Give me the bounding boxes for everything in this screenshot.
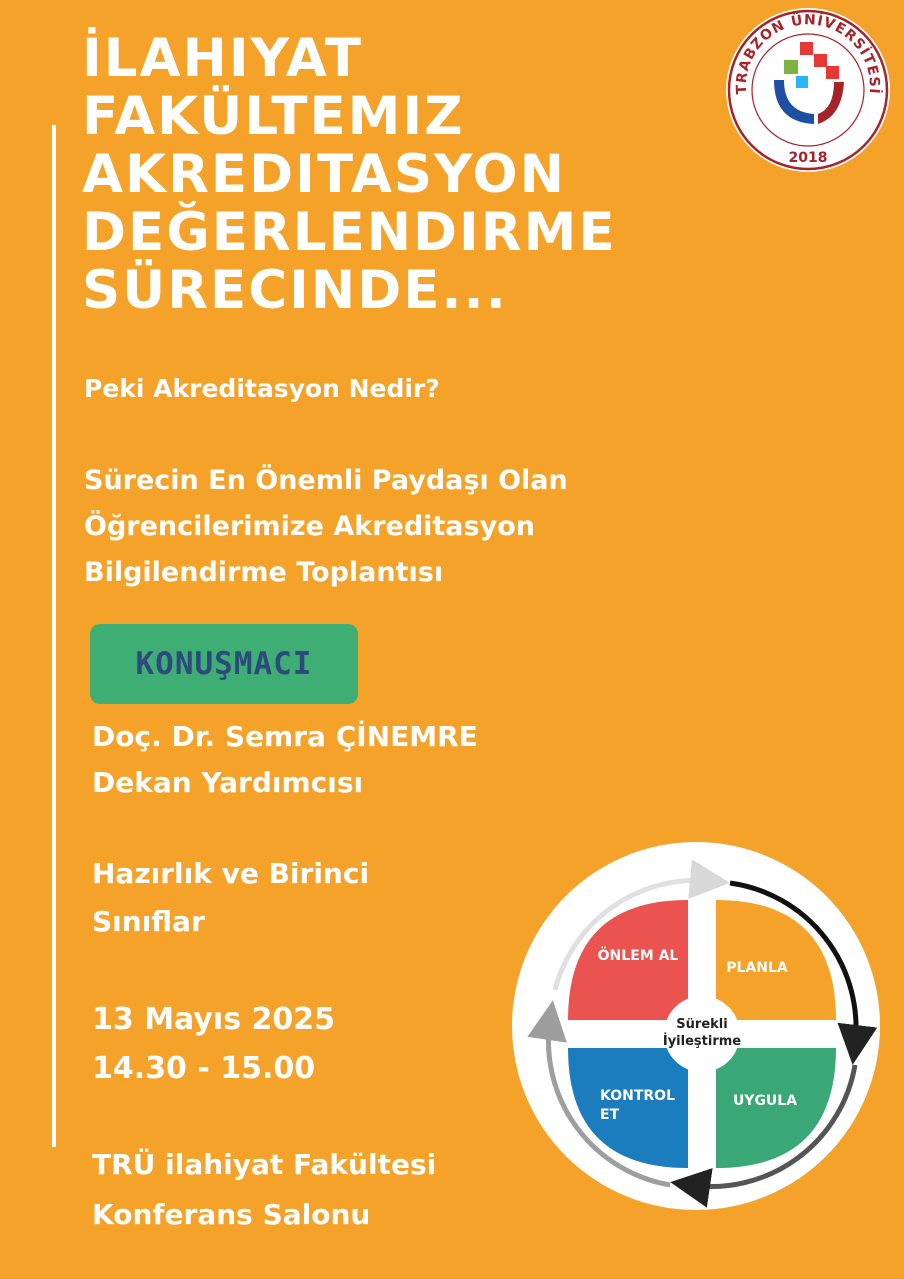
cycle-center-line: Sürekli	[676, 1017, 728, 1032]
audience-line: Sınıflar	[92, 905, 205, 938]
meeting-line: Sürecin En Önemli Paydaşı Olan	[84, 465, 568, 496]
audience-info	[92, 850, 369, 946]
meeting-description	[84, 458, 568, 596]
speaker-name: Doç. Dr. Semra ÇİNEMRE	[92, 720, 478, 753]
title-line: DEĞERLENDIRME	[82, 202, 617, 263]
meeting-line: Bilgilendirme Toplantısı	[84, 557, 444, 588]
cycle-center-line: İyileştirme	[662, 1034, 742, 1049]
event-time: 14.30 - 15.00	[92, 1051, 316, 1086]
segment-label: ET	[600, 1107, 620, 1123]
logo-name-text: TRABZON ÜNİVERSİTESİ	[733, 12, 883, 96]
title-line: İLAHIYAT	[82, 28, 363, 89]
venue-line: TRÜ ilahiyat Fakültesi	[92, 1148, 437, 1181]
university-logo	[722, 4, 894, 176]
pdca-cycle-diagram	[510, 840, 882, 1212]
logo-background	[726, 8, 890, 172]
poster-title	[82, 30, 722, 320]
event-date: 13 Mayıs 2025	[92, 1002, 336, 1037]
segment-label: ÖNLEM AL	[597, 948, 679, 964]
event-datetime	[92, 995, 335, 1093]
question-text: Peki Akreditasyon Nedir?	[84, 374, 440, 403]
speaker-role: Dekan Yardımcısı	[92, 766, 364, 799]
title-line: FAKÜLTEMIZ	[82, 86, 465, 147]
segment-label: PLANLA	[726, 960, 788, 976]
segment-label: UYGULA	[732, 1093, 798, 1109]
speaker-info	[92, 714, 478, 806]
event-venue	[92, 1140, 436, 1240]
venue-line: Konferans Salonu	[92, 1198, 371, 1231]
title-line: AKREDITASYON	[82, 144, 566, 205]
segment-label: KONTROL	[600, 1088, 675, 1104]
audience-line: Hazırlık ve Birinci	[92, 857, 370, 890]
title-line: SÜRECINDE...	[82, 260, 508, 321]
vertical-divider	[52, 125, 56, 1147]
logo-year: 2018	[788, 150, 828, 166]
meeting-line: Öğrencilerimize Akreditasyon	[84, 511, 535, 542]
speaker-badge: KONUŞMACI	[90, 624, 358, 704]
